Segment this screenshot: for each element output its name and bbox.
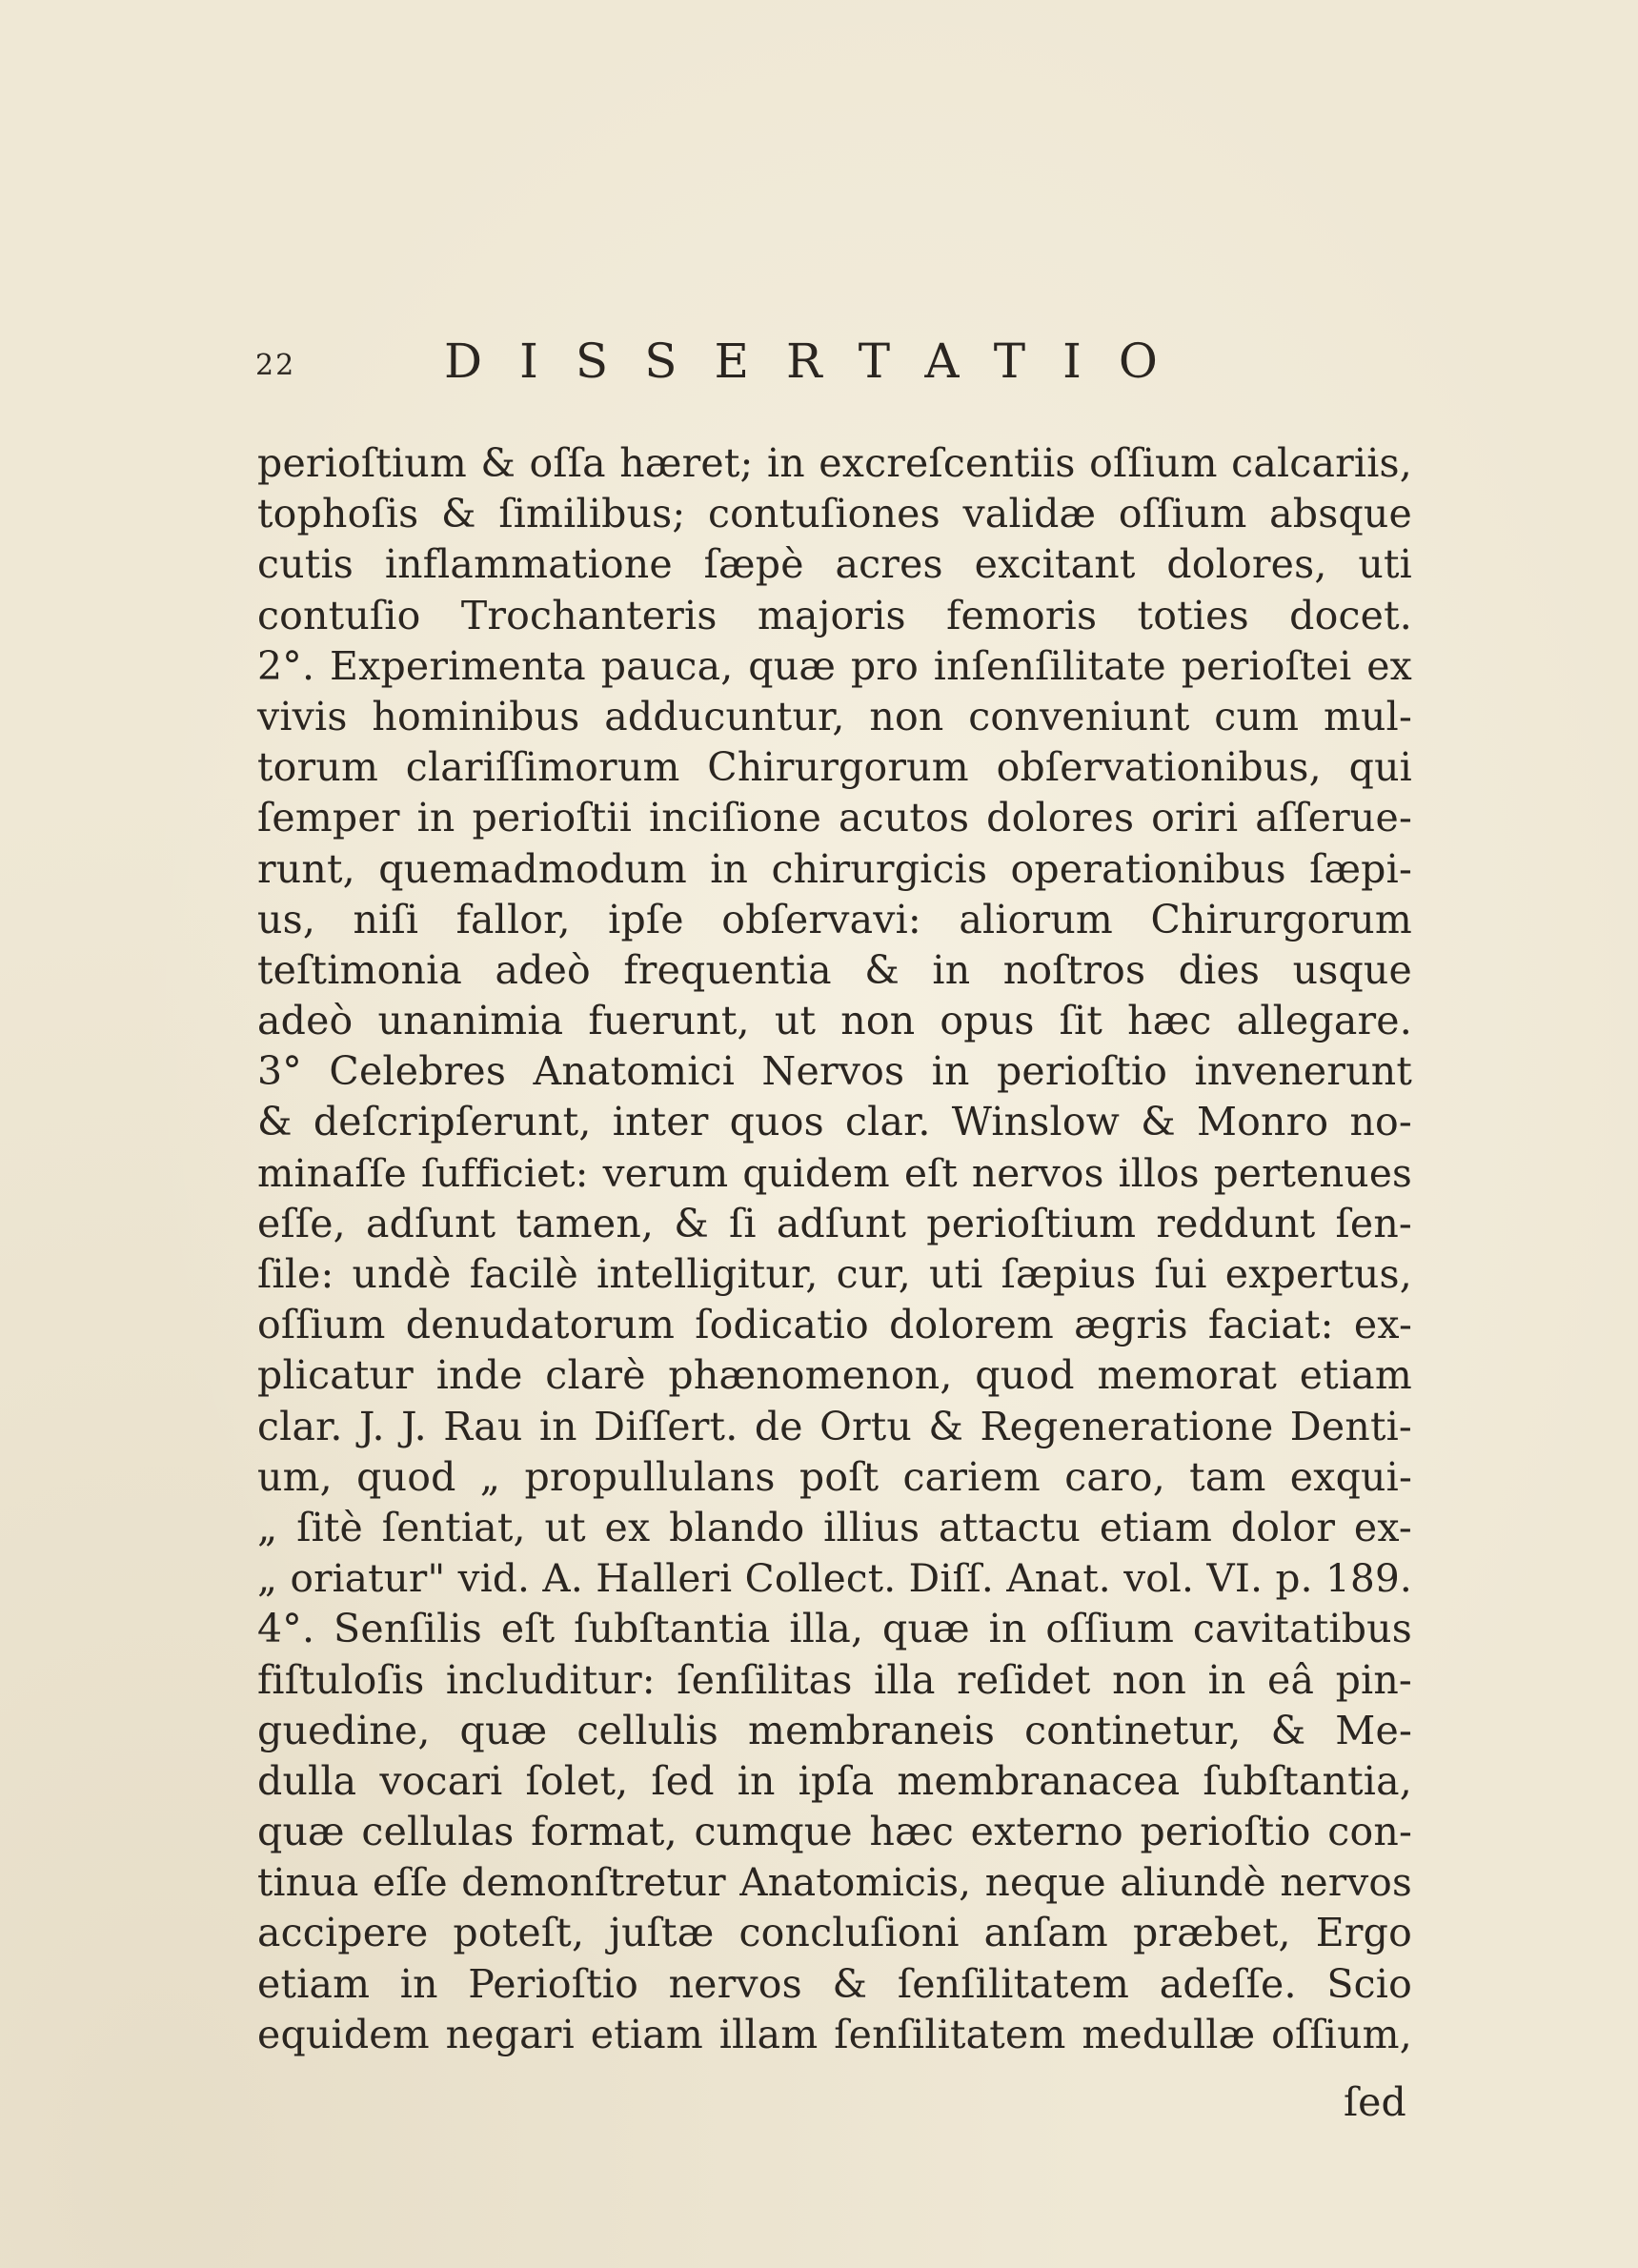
text-line: tinua eſſe demonſtretur Anatomicis, neque aliundè nervos (257, 1859, 1412, 1906)
text-line: contuſio Trochanteris majoris femoris toties docet. (257, 592, 1412, 638)
text-line: dulla vocari ſolet, ſed in ipſa membranacea ſubſtantia, (257, 1757, 1412, 1804)
text-line: „ oriatur" vid. A. Halleri Collect. Diſſ. Anat. vol. VI. p. 189. (257, 1555, 1412, 1602)
text-line: ſemper in perioſtii inciſione acutos dolores oriri aſſerue- (257, 795, 1412, 841)
text-line: clar. J. J. Rau in Diſſert. de Ortu & Regeneratione Denti- (257, 1403, 1412, 1449)
text-line: eſſe, adſunt tamen, & ſi adſunt perioſtium reddunt ſen- (257, 1200, 1412, 1246)
text-line: um, quod „ propullulans poſt cariem caro, tam exqui- (257, 1453, 1412, 1500)
text-line: equidem negari etiam illam ſenſilitatem medullæ oſſium, (257, 2011, 1412, 2057)
text-line: 2°. Experimenta pauca, quæ pro inſenſilitate perioſtei ex (257, 642, 1412, 689)
text-line: plicatur inde clarè phænomenon, quod memorat etiam (257, 1352, 1412, 1399)
body-text (257, 438, 1412, 2060)
text-line: tophoſis & ſimilibus; contuſiones validæ oſſium absque (257, 491, 1412, 537)
page-header (255, 334, 1218, 391)
text-line: cutis inflammatione ſæpè acres excitant dolores, uti (257, 541, 1412, 588)
text-line: runt, quemadmodum in chirurgicis operationibus ſæpi- (257, 845, 1412, 892)
text-line: 4°. Senſilis eſt ſubſtantia illa, quæ in oſſium cavitatibus (257, 1606, 1412, 1652)
text-line: accipere poteſt, juſtæ concluſioni anſam præbet, Ergo (257, 1910, 1412, 1956)
text-line: perioſtium & oſſa hæret; in excreſcentiis oſſium calcariis, (257, 440, 1412, 486)
text-line: minaſſe ſufficiet: verum quidem eſt nervos illos pertenues (257, 1149, 1412, 1196)
text-line: us, niſi fallor, ipſe obſervavi: aliorum Chirurgorum (257, 896, 1412, 942)
text-line: guedine, quæ cellulis membraneis continetur, & Me- (257, 1707, 1412, 1753)
text-line: teſtimonia adeò frequentia & in noſtros dies usque (257, 946, 1412, 993)
text-line: adeò unanimia fuerunt, ut non opus ſit hæc allegare. (257, 998, 1412, 1044)
running-title: DISSERTATIO (444, 334, 1195, 389)
text-line: torum clariſſimorum Chirurgorum obſervationibus, qui (257, 744, 1412, 791)
text-line: etiam in Perioſtio nervos & ſenſilitatem adeſſe. Scio (257, 1960, 1412, 2007)
text-line: „ ſitè ſentiat, ut ex blando illius attactu etiam dolor ex- (257, 1504, 1412, 1550)
catchword: ſed (1344, 2079, 1406, 2125)
text-line: ſile: undè facilè intelligitur, cur, uti ſæpius ſui expertus, (257, 1251, 1412, 1297)
text-line: 3° Celebres Anatomici Nervos in perioſtio invenerunt (257, 1048, 1412, 1095)
text-line: oſſium denudatorum ſodicatio dolorem ægris faciat: ex- (257, 1302, 1412, 1348)
page-number: 22 (255, 349, 296, 382)
text-line: & deſcripſerunt, inter quos clar. Winslow & Monro no- (257, 1099, 1412, 1145)
text-line: vivis hominibus adducuntur, non conveniunt cum mul- (257, 693, 1412, 739)
text-line: quæ cellulas format, cumque hæc externo perioſtio con- (257, 1809, 1412, 1855)
text-line: fiſtuloſis includitur: ſenſilitas illa reſidet non in eâ pin- (257, 1656, 1412, 1703)
